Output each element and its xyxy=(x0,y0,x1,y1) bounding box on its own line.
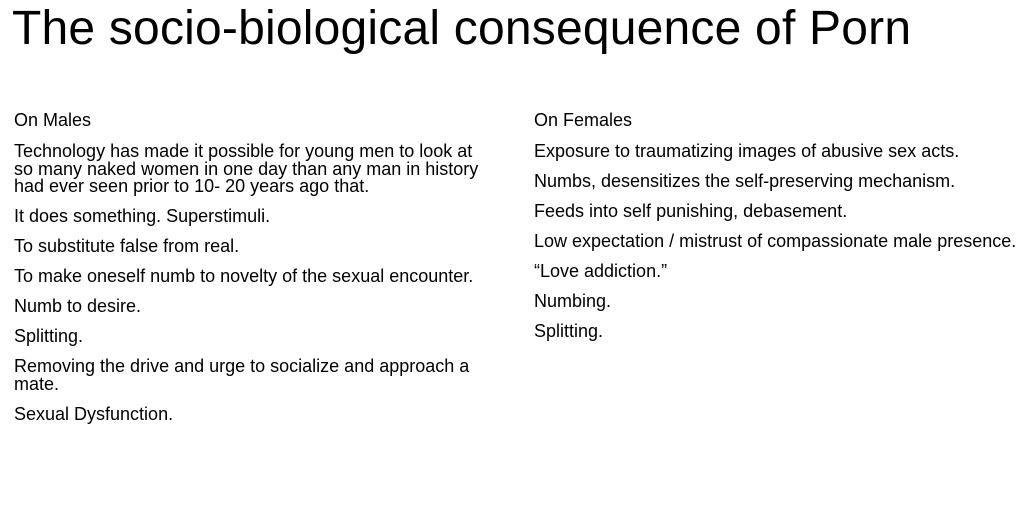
list-item: To make oneself numb to novelty of the sexual encounter. xyxy=(14,266,474,286)
females-list xyxy=(534,143,1019,341)
list-item: Exposure to traumatizing images of abusive sex acts. xyxy=(534,141,960,161)
list-item: To substitute false from real. xyxy=(14,236,240,256)
list-item: Technology has made it possible for young men to look at so many naked women in one day than any man in history had ever seen prior to 10- 20 years ago that. xyxy=(14,141,479,196)
slide-title: The socio-biological consequence of Porn xyxy=(12,2,912,55)
males-list xyxy=(14,143,494,423)
list-item: Low expectation / mistrust of compassionate male presence. xyxy=(534,231,1017,251)
females-heading: On Females xyxy=(534,110,633,130)
list-item: Splitting. xyxy=(534,321,604,341)
list-item: Numbing. xyxy=(534,291,612,311)
females-column xyxy=(534,110,1019,353)
list-item: Splitting. xyxy=(14,326,84,346)
list-item: Numb to desire. xyxy=(14,296,142,316)
list-item: Numbs, desensitizes the self-preserving mechanism. xyxy=(534,171,956,191)
list-item: Removing the drive and urge to socialize and approach a mate. xyxy=(14,356,470,394)
males-heading: On Males xyxy=(14,110,92,130)
males-column xyxy=(14,110,494,436)
list-item: It does something. Superstimuli. xyxy=(14,206,271,226)
list-item: Feeds into self punishing, debasement. xyxy=(534,201,848,221)
list-item: “Love addiction.” xyxy=(534,261,668,281)
list-item: Sexual Dysfunction. xyxy=(14,403,174,424)
